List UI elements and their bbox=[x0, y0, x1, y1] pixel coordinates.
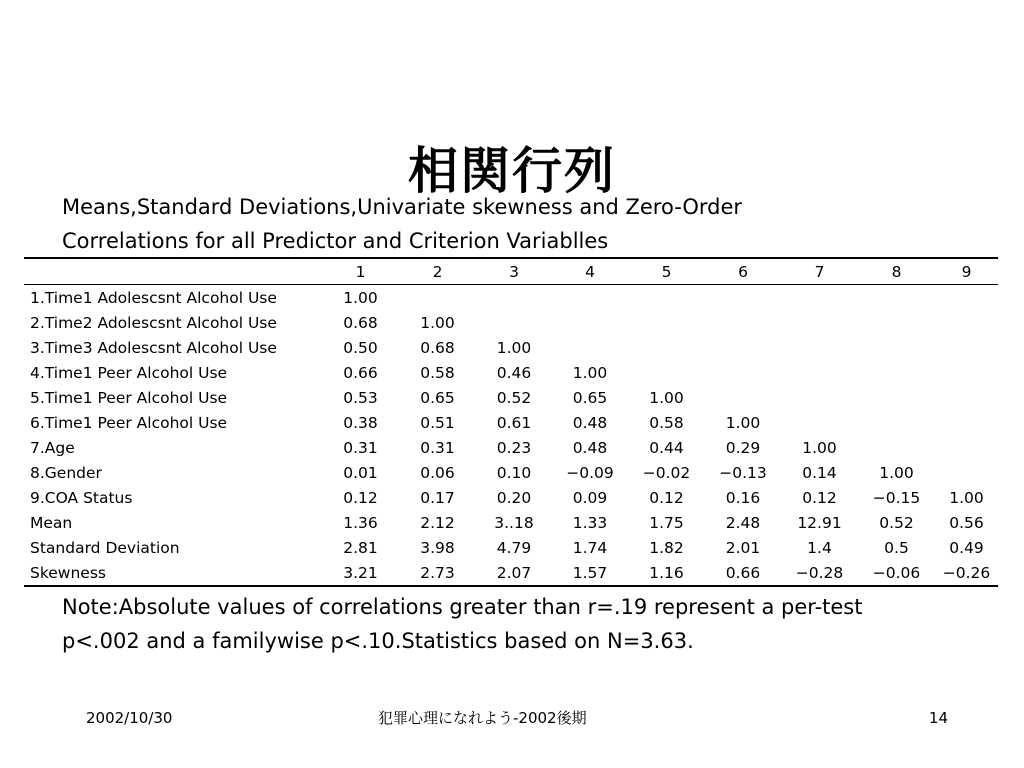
footer-title: 犯罪心理になれよう-2002後期 bbox=[378, 709, 587, 727]
table-cell: 3..18 bbox=[494, 513, 534, 532]
row-label: 6.Time1 Peer Alcohol Use bbox=[30, 413, 228, 432]
table-cell bbox=[935, 285, 998, 311]
correlation-table-container bbox=[24, 257, 998, 587]
table-row bbox=[24, 385, 998, 410]
table-cell bbox=[781, 410, 858, 435]
table-cell bbox=[628, 360, 705, 385]
table-cell bbox=[858, 310, 935, 335]
table-cell bbox=[399, 285, 476, 311]
table-cell: 0.31 bbox=[343, 438, 378, 457]
table-cell: 2.81 bbox=[343, 538, 378, 557]
row-label: Mean bbox=[30, 513, 73, 532]
table-cell: 0.66 bbox=[343, 363, 378, 382]
table-cell: 0.52 bbox=[496, 388, 532, 407]
table-cell: 0.14 bbox=[802, 463, 837, 482]
column-header: 2 bbox=[399, 258, 476, 285]
table-cell: 1.00 bbox=[420, 313, 455, 332]
table-cell: 0.16 bbox=[725, 488, 761, 507]
column-header: 8 bbox=[858, 258, 935, 285]
table-cell: 0.23 bbox=[496, 438, 532, 457]
table-cell bbox=[858, 385, 935, 410]
caption-line: Means,Standard Deviations,Univariate skewness and Zero-Order bbox=[62, 195, 743, 219]
header-row bbox=[24, 258, 998, 285]
table-cell: −0.09 bbox=[566, 463, 614, 482]
column-header: 3 bbox=[476, 258, 552, 285]
column-header: 1 bbox=[322, 258, 399, 285]
table-cell bbox=[476, 310, 552, 335]
table-cell: 0.61 bbox=[496, 413, 532, 432]
table-cell: 0.65 bbox=[420, 388, 455, 407]
table-cell: 1.75 bbox=[649, 513, 684, 532]
table-cell: 0.48 bbox=[572, 438, 608, 457]
table-cell: 0.38 bbox=[343, 413, 378, 432]
column-header: 4 bbox=[552, 258, 628, 285]
table-cell bbox=[552, 310, 628, 335]
table-cell: 0.20 bbox=[496, 488, 532, 507]
table-cell: 2.73 bbox=[399, 560, 476, 586]
row-label: 1.Time1 Adolescsnt Alcohol Use bbox=[30, 288, 277, 307]
table-row bbox=[24, 360, 998, 385]
table-row bbox=[24, 535, 998, 560]
table-cell: 1.33 bbox=[572, 513, 608, 532]
correlation-table bbox=[24, 257, 998, 587]
table-cell: 0.53 bbox=[343, 388, 378, 407]
table-cell: 1.36 bbox=[343, 513, 378, 532]
table-cell: 2.48 bbox=[725, 513, 761, 532]
table-cell bbox=[705, 385, 781, 410]
table-cell bbox=[552, 285, 628, 311]
table-cell: 0.44 bbox=[649, 438, 684, 457]
table-row bbox=[24, 410, 998, 435]
table-cell: 1.00 bbox=[725, 413, 761, 432]
row-label: 9.COA Status bbox=[30, 488, 133, 507]
table-cell bbox=[781, 360, 858, 385]
table-cell: 0.56 bbox=[949, 513, 984, 532]
note-line: p<.002 and a familywise p<.10.Statistics based on N=3.63. bbox=[62, 629, 694, 653]
table-cell: −0.06 bbox=[858, 560, 935, 586]
page-number: 14 bbox=[928, 709, 948, 727]
table-cell bbox=[858, 335, 935, 360]
table-cell: 1.74 bbox=[572, 538, 608, 557]
table-cell bbox=[935, 360, 998, 385]
table-row bbox=[24, 460, 998, 485]
table-cell: −0.15 bbox=[872, 488, 921, 507]
table-cell: 1.82 bbox=[649, 538, 684, 557]
table-cell: 1.00 bbox=[949, 488, 984, 507]
table-cell: 0.12 bbox=[343, 488, 378, 507]
row-label: 2.Time2 Adolescsnt Alcohol Use bbox=[30, 313, 277, 332]
table-row bbox=[24, 285, 998, 311]
table-cell: 3.98 bbox=[420, 538, 455, 557]
column-header: 9 bbox=[935, 258, 998, 285]
table-cell: −0.13 bbox=[719, 463, 767, 482]
table-cell: 1.00 bbox=[343, 288, 378, 307]
caption-line: Correlations for all Predictor and Criterion Variablles bbox=[62, 229, 609, 253]
table-cell bbox=[935, 335, 998, 360]
table-cell: 0.01 bbox=[343, 463, 378, 482]
table-cell bbox=[781, 335, 858, 360]
table-row bbox=[24, 335, 998, 360]
table-note bbox=[62, 590, 862, 658]
column-header: 5 bbox=[628, 258, 705, 285]
corner-header bbox=[24, 258, 322, 285]
table-row bbox=[24, 485, 998, 510]
table-cell: −0.28 bbox=[781, 560, 858, 586]
table-body bbox=[24, 285, 998, 587]
table-caption bbox=[62, 190, 742, 258]
row-label: 5.Time1 Peer Alcohol Use bbox=[30, 388, 228, 407]
table-cell: 0.09 bbox=[572, 488, 608, 507]
table-row bbox=[24, 560, 998, 586]
table-cell bbox=[705, 285, 781, 311]
table-cell bbox=[628, 310, 705, 335]
table-cell: 0.68 bbox=[343, 313, 378, 332]
table-cell: 0.46 bbox=[496, 363, 532, 382]
table-cell: 0.29 bbox=[725, 438, 761, 457]
table-cell bbox=[858, 285, 935, 311]
table-cell: 1.00 bbox=[496, 338, 532, 357]
table-cell: 0.12 bbox=[649, 488, 684, 507]
table-cell bbox=[628, 285, 705, 311]
table-cell: −0.02 bbox=[642, 463, 691, 482]
table-cell: 0.58 bbox=[649, 413, 684, 432]
table-cell bbox=[858, 435, 935, 460]
table-cell: 0.31 bbox=[420, 438, 455, 457]
table-cell: 12.91 bbox=[797, 513, 842, 532]
table-cell bbox=[781, 310, 858, 335]
table-row bbox=[24, 310, 998, 335]
table-cell bbox=[781, 285, 858, 311]
table-cell bbox=[705, 310, 781, 335]
table-cell bbox=[705, 335, 781, 360]
table-cell: 1.00 bbox=[649, 388, 684, 407]
table-cell bbox=[552, 335, 628, 360]
table-cell: 3.21 bbox=[322, 560, 399, 586]
table-cell: 0.58 bbox=[420, 363, 455, 382]
table-cell: 1.00 bbox=[879, 463, 914, 482]
table-cell bbox=[628, 335, 705, 360]
table-cell bbox=[858, 360, 935, 385]
row-label: 7.Age bbox=[30, 438, 75, 457]
table-cell bbox=[705, 360, 781, 385]
table-cell: 0.12 bbox=[802, 488, 837, 507]
table-cell bbox=[858, 410, 935, 435]
row-label: Skewness bbox=[24, 560, 322, 586]
table-cell: 0.66 bbox=[705, 560, 781, 586]
table-cell bbox=[935, 385, 998, 410]
table-cell: 1.4 bbox=[807, 538, 832, 557]
table-cell: 1.16 bbox=[628, 560, 705, 586]
table-cell: 2.07 bbox=[476, 560, 552, 586]
table-cell: 0.50 bbox=[343, 338, 378, 357]
column-header: 6 bbox=[705, 258, 781, 285]
slide-title: 相関行列 bbox=[408, 141, 616, 200]
note-line: Note:Absolute values of correlations greater than r=.19 represent a per-test bbox=[62, 595, 863, 619]
table-cell: 0.17 bbox=[420, 488, 455, 507]
row-label: 8.Gender bbox=[30, 463, 102, 482]
row-label: 4.Time1 Peer Alcohol Use bbox=[30, 363, 228, 382]
table-cell: 0.68 bbox=[420, 338, 455, 357]
table-cell: 1.57 bbox=[552, 560, 628, 586]
table-cell: 4.79 bbox=[496, 538, 532, 557]
table-cell bbox=[935, 435, 998, 460]
column-header: 7 bbox=[781, 258, 858, 285]
table-cell bbox=[935, 410, 998, 435]
table-cell: 0.10 bbox=[496, 463, 532, 482]
table-cell: 0.48 bbox=[572, 413, 608, 432]
table-cell: −0.26 bbox=[935, 560, 998, 586]
row-label: Standard Deviation bbox=[30, 538, 180, 557]
table-cell: 1.00 bbox=[802, 438, 837, 457]
table-cell: 2.01 bbox=[725, 538, 761, 557]
table-cell: 1.00 bbox=[572, 363, 608, 382]
table-row bbox=[24, 510, 998, 535]
table-cell bbox=[781, 385, 858, 410]
footer-date: 2002/10/30 bbox=[86, 709, 173, 727]
row-label: 3.Time3 Adolescsnt Alcohol Use bbox=[30, 338, 277, 357]
table-cell: 2.12 bbox=[420, 513, 455, 532]
table-cell bbox=[935, 460, 998, 485]
table-cell: 0.51 bbox=[420, 413, 455, 432]
table-cell bbox=[476, 285, 552, 311]
table-cell: 0.06 bbox=[420, 463, 455, 482]
table-row bbox=[24, 435, 998, 460]
table-cell: 0.65 bbox=[572, 388, 608, 407]
table-cell bbox=[935, 310, 998, 335]
table-cell: 0.49 bbox=[949, 538, 984, 557]
table-cell: 0.5 bbox=[884, 538, 909, 557]
table-cell: 0.52 bbox=[879, 513, 914, 532]
